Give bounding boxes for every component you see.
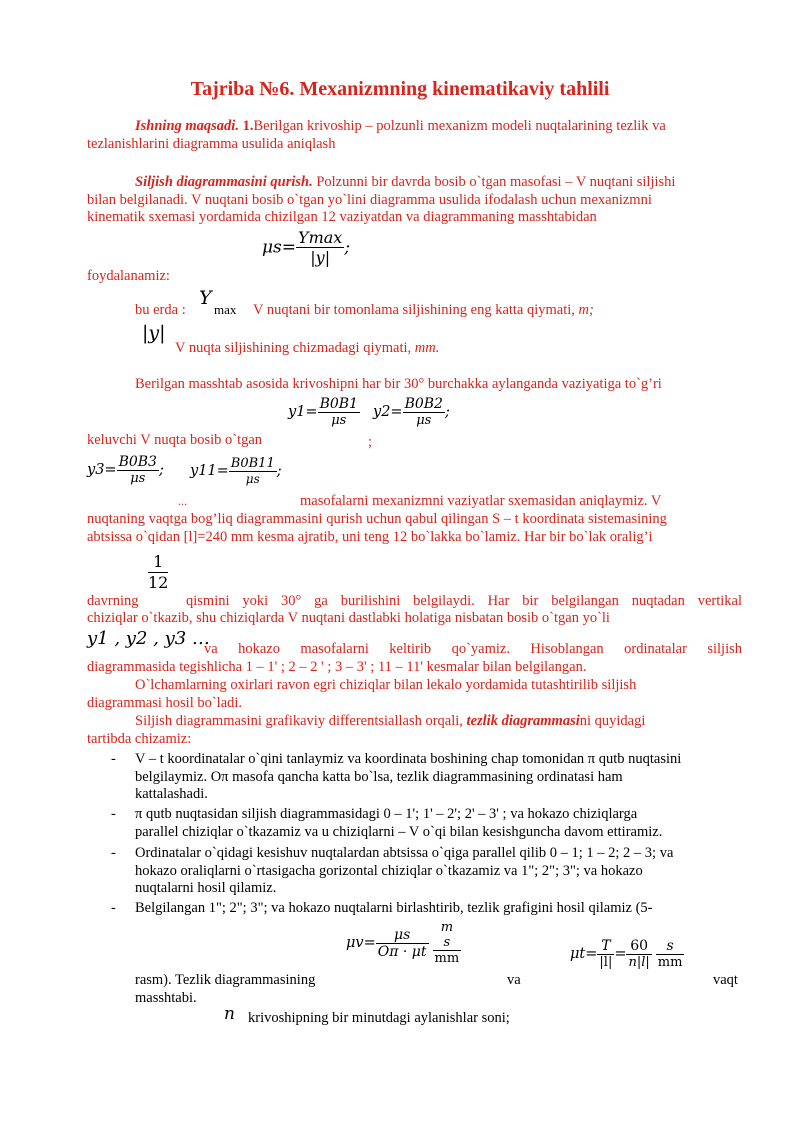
- axes-line-8: O`lchamlarning oxirlari ravon egri chiziqlar bilan lekalo yordamida tutashtirilib siljish: [135, 677, 637, 693]
- axes-paragraph-2: [87, 677, 742, 712]
- scale-semicolon: ;: [368, 434, 373, 450]
- list-item-3: Ordinatalar o`qidagi kesishuv nuqtalardan abtsissa o`qiga parallel qilib 0 – 1; 1 – 2; 2 – 3; va hokazo oraliqlarni o`rtasigacha gorizontal chiziqlar o`tkazamiz va 1"; 2"; 3"; va hokazo nuqtalarni hosil qilamiz.: [135, 845, 674, 896]
- scale-line-2: keluvchi V nuqta bosib o`tgan: [87, 432, 263, 448]
- goal-number: 1.: [242, 118, 254, 134]
- final-text-c: vaqt: [713, 972, 738, 988]
- formula-mu-v: μv= $\frac{\mu s}{O\pi \cdot \mu t}$ m s mm: [346, 920, 460, 966]
- goal-text-1: Berilgan krivoship – polzunli mexanizm modeli nuqtalarining tezlik va: [253, 118, 666, 134]
- axes-line-2: nuqtaning vaqtga bog’liq diagrammasini qurish uchun qabul qilingan S – t koordinata sistemasining: [87, 511, 667, 527]
- scale-line-1: Berilgan masshtab asosida krivoshipni har bir 30° burchakka aylanganda vaziyatiga to`g’ri: [135, 376, 662, 392]
- scale-paragraph: [87, 376, 742, 394]
- displacement-line-1: Polzunni bir davrda bosib o`tgan masofasi – V nuqtani siljishi: [316, 174, 676, 190]
- ymax-symbol: Y: [199, 287, 212, 309]
- final-text-d: masshtabi.: [135, 990, 197, 1006]
- axes-line-3: abtsissa o`qidan [l]=240 mm kesma ajratib, uni teng 12 bo`lakka bo`lamiz. Har bir bo`lak oralig’i: [87, 528, 653, 545]
- velocity-paragraph: [87, 713, 742, 748]
- fraction-1-12: 1 12: [148, 552, 169, 592]
- list-dash-4: -: [111, 900, 116, 916]
- list-item-4: Belgilangan 1"; 2"; 3"; va hokazo nuqtalarni birlashtirib, tezlik grafigini hosil qilamiz (5-: [135, 900, 653, 916]
- list-item-1: V – t koordinatalar o`qini tanlaymiz va koordinata boshining chap tomonidan π qutb nuqtasini belgilaymiz. Oπ masofa qancha katta bo`lsa, tezlik diagrammasining ordinatasi ham kattalashadi.: [135, 751, 682, 802]
- axes-line-9: diagrammasi hosil bo`ladi.: [87, 694, 243, 711]
- velocity-line-1c: ni quyidagi: [579, 713, 646, 729]
- formula-y2: y2= $\frac{B0B2}{\mu s}$ ;: [373, 396, 450, 428]
- final-text-a: rasm). Tezlik diagrammasining: [135, 972, 316, 988]
- axes-line-5: chiziqlar o`tkazib, shu chiziqlarda V nuqtani dastlabki holatiga nisbatan bosib o`tgan yo`li: [87, 610, 610, 626]
- formula-y1: y1= $\frac{B0B1}{\mu s}$: [288, 396, 358, 428]
- formula-y11: y11= $\frac{B0B11}{\mu s}$ ;: [190, 456, 282, 486]
- y-description: V nuqta siljishining chizmadagi qiymati, mm.: [175, 340, 440, 356]
- displacement-paragraph: [87, 174, 742, 227]
- axes-line-4a: davrning: [87, 593, 139, 609]
- axes-line-1: masofalarni mexanizmni vaziyatlar sxemasidan aniqlaymiz. V: [300, 493, 662, 509]
- goal-text-2: tezlanishlarini diagramma usulida aniqlash: [87, 135, 336, 152]
- n-symbol: n: [224, 1004, 235, 1024]
- formula-y3: y3= $\frac{B0B3}{\mu s}$ ;: [87, 454, 164, 486]
- final-text-b: va: [507, 972, 521, 988]
- axes-line-6b: va hokazo masofalarni keltirib qo`yamiz. Hisoblangan ordinatalar siljish: [204, 641, 742, 657]
- list-item-2: π qutb nuqtasidan siljish diagrammasidagi 0 – 1'; 1' – 2'; 2' – 3' ; va hokazo chiziqlarga parallel chiziqlar o`tkazamiz va u chiziqlarni – V o`qi bilan kesishguncha davom ettiramiz.: [135, 806, 663, 840]
- velocity-line-2: tartibda chizamiz:: [87, 730, 192, 747]
- displacement-line-2: bilan belgilanadi. V nuqtani bosib o`tgan yo`lini diagramma usulida ifodalash uchun mexanizmni: [87, 191, 652, 208]
- ymax-subscript: max: [214, 302, 237, 317]
- displacement-line-4: foydalanamiz:: [87, 268, 170, 284]
- n-definition: krivoshipning bir minutdagi aylanishlar soni;: [248, 1010, 510, 1026]
- velocity-highlight: tezlik diagrammasi: [466, 713, 580, 729]
- list-dash-1: -: [111, 751, 116, 767]
- list-dash-2: -: [111, 806, 116, 822]
- ellipsis: ...: [178, 494, 187, 508]
- where-prefix: bu erda :: [135, 302, 186, 318]
- axes-line-7: diagrammasida tegishlicha 1 – 1' ; 2 – 2 ' ; 3 – 3' ; 11 – 11' kesmalar bilan belgilangan.: [87, 659, 587, 675]
- y-symbol: |y|: [142, 322, 166, 344]
- formula-mu-t: μt= $\frac{T}{|l|}$ = $\frac{60}{n|l|}$ $\frac{s}{mm}$: [570, 938, 683, 970]
- axes-paragraph: [87, 511, 742, 546]
- goal-paragraph: [87, 118, 742, 153]
- page-title: Tajriba №6. Mexanizmning kinematikaviy tahlili: [190, 78, 610, 100]
- formula-mu-s: μs= $\frac{Ymax}{|y|}$ ;: [262, 228, 351, 267]
- list-dash-3: -: [111, 845, 116, 861]
- displacement-label: Siljish diagrammasini qurish.: [135, 174, 313, 190]
- displacement-line-3: kinematik sxemasi yordamida chizilgan 12 vaziyatdan va diagrammaning masshtabidan: [87, 209, 597, 225]
- velocity-line-1a: Siljish diagrammasini grafikaviy differentsiallash orqali,: [135, 713, 463, 729]
- axes-line-4b: qismini yoki 30° ga burilishini belgilaydi. Har bir belgilangan nuqtadan vertikal: [186, 593, 742, 609]
- y-sequence: y1 , y2 , y3 …: [87, 628, 210, 649]
- goal-label: Ishning maqsadi.: [135, 118, 239, 134]
- ymax-description: V nuqtani bir tomonlama siljishining eng katta qiymati, m;: [253, 302, 594, 318]
